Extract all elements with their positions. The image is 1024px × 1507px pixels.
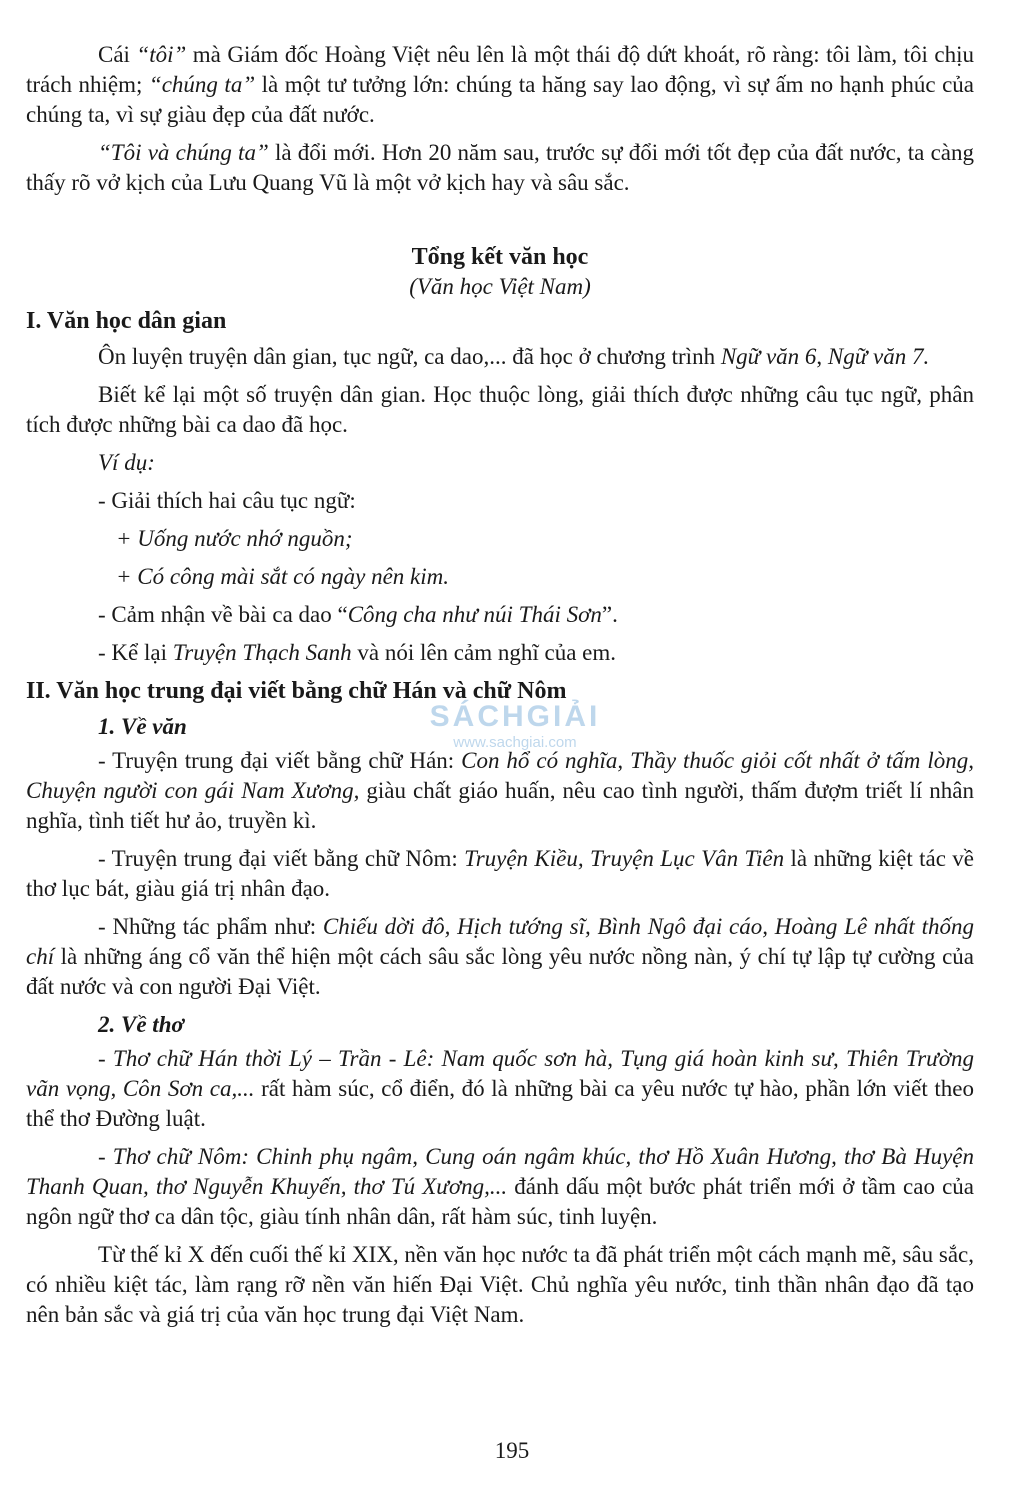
poetry-paragraph-2 (26, 1142, 974, 1232)
poem-title: Công cha như núi Thái Sơn (347, 602, 602, 627)
watermark-url: www.sachgiai.com (453, 734, 577, 751)
subheading-poetry: 2. Về thơ (98, 1012, 184, 1037)
story-title: Truyện Thạch Sanh (172, 640, 352, 665)
subheading-prose: 1. Về văn (98, 714, 187, 739)
text-span: là những áng cổ văn thể hiện một cách sâu sắc lòng yêu nước nồng nàn, ý chí tự lập tự cường của đất nước và con người Đại Việt. (26, 944, 974, 999)
work-titles: - Thơ chữ Nôm: Chinh phụ ngâm, Cung oán ngâm khúc, thơ Hồ Xuân Hương, thơ Bà Huyện Thanh Quan, thơ Nguyễn Khuyến, thơ Tú Xương,... (26, 1144, 974, 1199)
text-span: - Truyện trung đại viết bằng chữ Nôm: (98, 846, 465, 871)
heading-folk-literature: I. Văn học dân gian (26, 308, 227, 334)
text-span: - Kể lại (98, 640, 173, 665)
text-span: là những kiệt tác về thơ lục bát, giàu giá trị nhân đạo. (26, 846, 975, 901)
text-span: và nói lên cảm nghĩ của em. (351, 640, 617, 665)
section-title: Tổng kết văn học (411, 244, 589, 270)
text-span: - Truyện trung đại viết bằng chữ Hán: (98, 748, 462, 773)
folk-paragraph-1 (26, 342, 974, 372)
text-span: ”. (601, 602, 618, 627)
text-span: giàu chất giáo huấn, nêu cao tình người, thấm đượm triết lí nhân nghĩa, tình tiết hư ảo, truyền kì. (26, 778, 974, 833)
proverb-2: + Có công mài sắt có ngày nên kim. (116, 564, 449, 589)
page-number: 195 (494, 1438, 530, 1463)
text-span: - Cảm nhận về bài ca dao “ (98, 602, 348, 627)
text-span: Ôn luyện truyện dân gian, tục ngữ, ca dao,... đã học ở chương trình (98, 344, 721, 369)
example-item-1: - Giải thích hai câu tục ngữ: (98, 488, 356, 513)
example-item-3 (26, 638, 974, 668)
text-span: đánh dấu một bước phát triển mới ở tầm cao của ngôn ngữ thơ ca dân tộc, giàu tính nhân dân, rất hàm súc, tinh luyện. (26, 1174, 974, 1229)
intro-paragraph-2 (26, 138, 974, 198)
book-title: Ngữ văn 7. (827, 344, 930, 369)
watermark-logo-text: SÁCHGIẢI (429, 700, 601, 733)
work-titles: Truyện Kiều, Truyện Lục Vân Tiên (464, 846, 785, 871)
prose-paragraph-3 (26, 912, 974, 1002)
work-titles: Con hổ có nghĩa, Thầy thuốc giỏi cốt nhất ở tấm lòng, Chuyện người con gái Nam Xương, (26, 748, 974, 803)
proverb-1: + Uống nước nhớ nguồn; (116, 526, 353, 551)
text-span: - Những tác phẩm như: (98, 914, 323, 939)
text-span: là một tư tưởng lớn: chúng ta hăng say lao động, vì sự ấm no hạnh phúc của chúng ta, vì sự giàu đẹp của đất nước. (26, 72, 974, 127)
text-span: , (816, 344, 828, 369)
example-label: Ví dụ: (98, 450, 155, 475)
poetry-paragraph-1 (26, 1044, 974, 1134)
folk-paragraph-2: Biết kể lại một số truyện dân gian. Học thuộc lòng, giải thích được những câu tục ngữ, phân tích được những bài ca dao đã học. (26, 382, 974, 437)
text-span: là đổi mới. Hơn 20 năm sau, trước sự đổi mới tốt đẹp của đất nước, ta càng thấy rõ vở kịch của Lưu Quang Vũ là một vở kịch hay và sâu sắc. (26, 140, 974, 195)
example-item-2 (26, 600, 974, 630)
book-title: Ngữ văn 6 (720, 344, 817, 369)
heading-medieval-literature: II. Văn học trung đại viết bằng chữ Hán và chữ Nôm (26, 678, 567, 704)
prose-paragraph-2 (26, 844, 974, 904)
section-subtitle: (Văn học Việt Nam) (409, 274, 591, 299)
emphasis-toi: “tôi” (136, 42, 187, 67)
emphasis-chung-ta: “chúng ta” (148, 72, 256, 97)
text-span: rất hàm súc, cổ điển, đó là những bài ca yêu nước tự hào, phần lớn viết theo thể thơ Đường luật. (26, 1076, 974, 1131)
text-span: mà Giám đốc Hoàng Việt nêu lên là một thái độ dứt khoát, rõ ràng: tôi làm, tôi chịu trách nhiệm; (26, 42, 974, 97)
document-page (26, 40, 974, 1338)
text-span: Cái (98, 42, 137, 67)
intro-paragraph-1 (26, 40, 974, 130)
work-titles: - Thơ chữ Hán thời Lý – Trần - Lê: Nam quốc sơn hà, Tụng giá hoàn kinh sư, Thiên Trường vãn vọng, Côn Sơn ca,... (26, 1046, 974, 1101)
closing-paragraph: Từ thế kỉ X đến cuối thế kỉ XIX, nền văn học nước ta đã phát triển một cách mạnh mẽ, sâu sắc, có nhiều kiệt tác, làm rạng rỡ nền văn hiến Đại Việt. Chủ nghĩa yêu nước, tinh thần nhân đạo đã tạo nên bản sắc và giá trị của văn học trung đại Việt Nam. (26, 1242, 974, 1327)
prose-paragraph-1 (26, 746, 974, 836)
work-titles: Chiếu dời đô, Hịch tướng sĩ, Bình Ngô đại cáo, Hoàng Lê nhất thống chí (26, 914, 974, 969)
emphasis-play-title: “Tôi và chúng ta” (98, 140, 269, 165)
